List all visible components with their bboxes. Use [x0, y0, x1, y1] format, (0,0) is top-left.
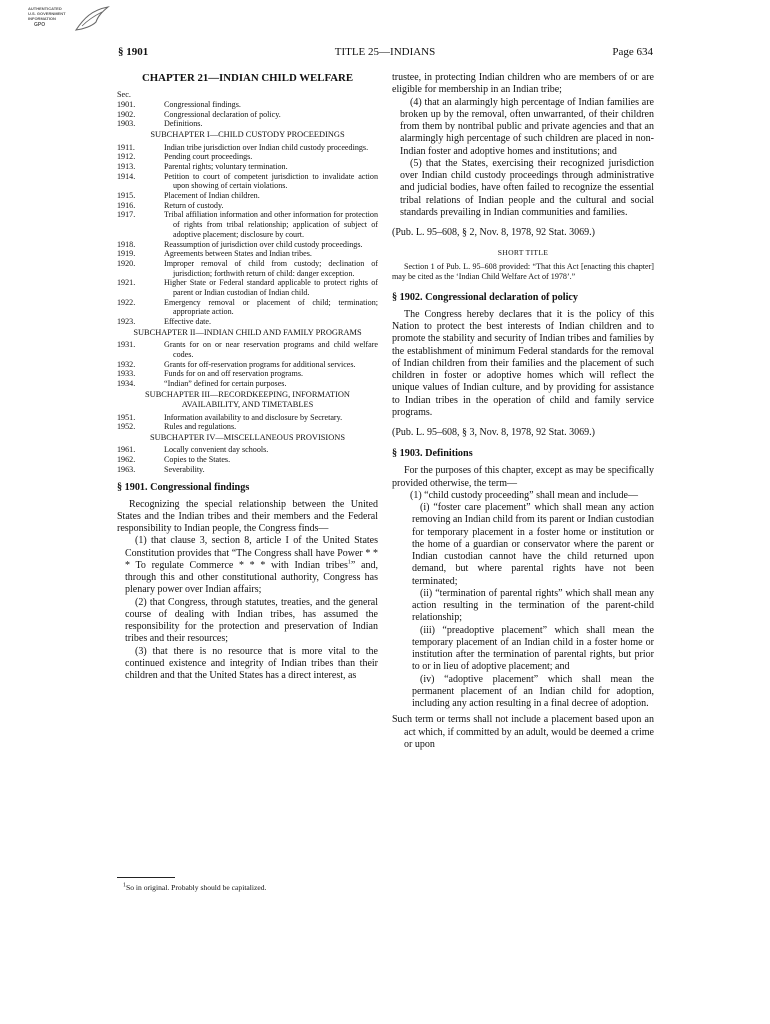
- gpo-authentication-seal: [26, 4, 122, 34]
- section-1901-finding-2: (2) that Congress, through statutes, treaties, and the general course of dealing with Indian tribes, has assumed the responsibility for the protection and preservation of Indian tribes and their resources;: [125, 596, 378, 645]
- toc-entry-number: 1912.: [117, 152, 136, 162]
- toc-entry-title: Funds for on and off reservation programs.: [164, 369, 303, 379]
- definition-1: (1) “child custody proceeding” shall mean and include—: [410, 489, 638, 501]
- toc-entry: [117, 379, 378, 389]
- toc-entry: [117, 249, 378, 259]
- left-column: [117, 72, 378, 682]
- definition-closing: Such term or terms shall not include a placement based upon an act which, if committed by an adult, would be deemed a crime or upon: [392, 714, 654, 750]
- section-1901-heading: § 1901. Congressional findings: [117, 481, 250, 493]
- section-1901-finding-1: (1) that clause 3, section 8, article I of the United States Constitution provides that “The Congress shall have Power * * * To regulate Commerce * * * with Indian tribes$^1$” and, through this and other constitutional authority, Congress has plenary power over Indian affairs;: [125, 535, 378, 596]
- toc-entry-title: Improper removal of child from custody; declination of jurisdiction; forthwith return of child: danger exception.: [164, 258, 378, 278]
- right-column: [392, 72, 654, 751]
- definition-1-ii: (ii) “termination of parental rights” which shall mean any action resulting in the termination of the parent-child relationship;: [412, 587, 654, 624]
- toc-entry-title: Rules and regulations.: [164, 422, 237, 432]
- toc-entry: [117, 278, 378, 297]
- toc-entry: [117, 110, 378, 120]
- toc-entry-number: 1934.: [117, 379, 136, 389]
- short-title-heading: SHORT TITLE: [497, 248, 549, 258]
- toc-entry: [117, 240, 378, 250]
- toc-entry-title: Pending court proceedings.: [164, 152, 253, 162]
- toc-entry-number: 1916.: [117, 200, 136, 210]
- svg-text:AUTHENTICATED: AUTHENTICATED: [28, 6, 62, 11]
- toc-entry-number: 1914.: [117, 171, 136, 181]
- toc-entry: [117, 413, 378, 423]
- toc-entry-number: 1902.: [117, 109, 136, 119]
- toc-entry: [117, 100, 378, 110]
- section-1901-citation: (Pub. L. 95–608, § 2, Nov. 8, 1978, 92 Stat. 3069.): [392, 227, 595, 238]
- section-1903-heading: § 1903. Definitions: [392, 448, 473, 460]
- definition-1-iii: (iii) “preadoptive placement” which shall mean the temporary placement of an Indian child in a foster home or institution after the termination of parental rights, but prior to or in lieu of adoptive placement; and: [412, 624, 654, 673]
- toc-entry-title: Locally convenient day schools.: [164, 445, 269, 455]
- header-section-number: § 1901: [118, 46, 149, 58]
- section-1901-finding-3-continued: trustee, in protecting Indian children who are members of or are eligible for membership in an Indian tribe;: [392, 72, 654, 96]
- toc-entry: [117, 298, 378, 317]
- footnote-reference: 1: [347, 559, 351, 566]
- toc-entry-title: Copies to the States.: [164, 455, 231, 465]
- toc-entry-title: Tribal affiliation information and other information for protection of rights from tribal relationship; application of subject of adoptive placement; disclosure by court.: [164, 210, 378, 239]
- definition-1-iv: (iv) “adoptive placement” which shall mean the permanent placement of an Indian child for adoption, including any action resulting in a final decree of adoption.: [412, 673, 654, 710]
- toc-entry-number: 1920.: [117, 258, 136, 268]
- toc-entry: [117, 369, 378, 379]
- toc-entry-number: 1963.: [117, 464, 136, 474]
- toc-subchapter-heading: SUBCHAPTER I—CHILD CUSTODY PROCEEDINGS: [150, 130, 345, 140]
- toc-entry: [117, 119, 378, 129]
- toc-entry: [117, 340, 378, 359]
- toc-entry: [117, 465, 378, 475]
- section-1901-finding-5: (5) that the States, exercising their recognized jurisdiction over Indian child custody proceedings through administrative and judicial bodies, have often failed to recognize the essential tribal relations of Indian people and the cultural and social standards prevailing in Indian communities and families.: [400, 157, 654, 218]
- section-1902-text: The Congress hereby declares that it is the policy of this Nation to protect the best interests of Indian children and to promote the stability and security of Indian tribes and families by the establishment of minimum Federal standards for the removal of Indian children from their families and the placement of such children in foster or adoptive homes which will reflect the unique values of Indian culture, and by providing for assistance to Indian tribes in the operation of child and family service programs.: [392, 308, 654, 418]
- toc-entry: [117, 152, 378, 162]
- toc-entry-number: 1932.: [117, 359, 136, 369]
- short-title-note: Section 1 of Pub. L. 95–608 provided: “That this Act [enacting this chapter] may be cited as the ‘Indian Child Welfare Act of 1978’.”: [392, 262, 654, 282]
- toc-entry: [117, 210, 378, 239]
- toc-entry-title: Severability.: [164, 464, 205, 474]
- toc-subchapter-heading: SUBCHAPTER III—RECORDKEEPING, INFORMATION AVAILABILITY, AND TIMETABLES: [145, 389, 350, 410]
- toc-entry: [117, 162, 378, 172]
- toc-entry: [117, 317, 378, 327]
- svg-text:GPO: GPO: [34, 22, 46, 28]
- toc-entry-title: Effective date.: [164, 317, 212, 327]
- header-title: TITLE 25—INDIANS: [334, 46, 436, 58]
- definition-1-i: (i) “foster care placement” which shall mean any action removing an Indian child from its parent or Indian custodian for temporary placement in a foster home or institution or the home of a guardian or conservator where the parent or Indian custodian cannot have the child returned upon demand, but where parental rights have not been terminated;: [412, 502, 654, 587]
- toc-sec-label: Sec.: [117, 90, 131, 99]
- toc-entry-title: Definitions.: [164, 119, 203, 129]
- toc-entry-number: 1962.: [117, 455, 136, 465]
- toc-entry: [117, 360, 378, 370]
- section-1901-finding-3: (3) that there is no resource that is more vital to the continued existence and integrity of Indian tribes than their children and that the United States has a direct interest, as: [125, 645, 378, 682]
- toc-entry-title: Congressional findings.: [164, 100, 241, 109]
- toc-entry-number: 1918.: [117, 239, 136, 249]
- toc-entry: [117, 259, 378, 278]
- toc-entry: [117, 143, 378, 153]
- toc-entry-number: 1917.: [117, 210, 136, 220]
- section-1903-intro: For the purposes of this chapter, except as may be specifically provided otherwise, the term—: [392, 465, 654, 489]
- toc-entry-title: Information availability to and disclosure by Secretary.: [164, 412, 343, 422]
- toc-entry-number: 1922.: [117, 297, 136, 307]
- toc-entry: [117, 191, 378, 201]
- toc-entry-number: 1952.: [117, 422, 136, 432]
- header-page-number: Page 634: [612, 46, 653, 58]
- toc-entry-title: Indian tribe jurisdiction over Indian child custody proceedings.: [164, 142, 369, 152]
- toc-entry-title: Agreements between States and Indian tribes.: [164, 249, 312, 259]
- svg-text:U.S. GOVERNMENT: U.S. GOVERNMENT: [28, 11, 66, 16]
- table-of-contents: [117, 100, 378, 475]
- toc-entry: [117, 172, 378, 191]
- toc-entry-number: 1901.: [117, 100, 136, 109]
- toc-entry-number: 1919.: [117, 249, 136, 259]
- svg-text:INFORMATION: INFORMATION: [28, 16, 56, 21]
- toc-entry-title: Congressional declaration of policy.: [164, 109, 281, 119]
- toc-entry-number: 1913.: [117, 161, 136, 171]
- toc-entry-number: 1951.: [117, 412, 136, 422]
- toc-entry-title: Return of custody.: [164, 200, 224, 210]
- toc-entry-number: 1911.: [117, 142, 135, 152]
- toc-entry-number: 1921.: [117, 278, 136, 288]
- toc-entry: [117, 455, 378, 465]
- footnote-rule: [117, 877, 175, 878]
- toc-entry-title: Grants for off-reservation programs for additional services.: [164, 359, 356, 369]
- section-1902-citation: (Pub. L. 95–608, § 3, Nov. 8, 1978, 92 Stat. 3069.): [392, 427, 595, 439]
- chapter-title: CHAPTER 21—INDIAN CHILD WELFARE: [141, 72, 354, 84]
- section-1901-intro: Recognizing the special relationship between the United States and the Indian tribes and their members and the Federal responsibility to Indian people, the Congress finds—: [117, 498, 378, 535]
- toc-entry-number: 1923.: [117, 317, 136, 327]
- section-1902-heading: § 1902. Congressional declaration of policy: [392, 291, 579, 303]
- toc-entry-title: Parental rights; voluntary termination.: [164, 161, 288, 171]
- toc-subchapter-heading: SUBCHAPTER II—INDIAN CHILD AND FAMILY PROGRAMS: [133, 327, 362, 337]
- toc-entry-title: Placement of Indian children.: [164, 191, 260, 201]
- toc-entry-title: “Indian” defined for certain purposes.: [164, 379, 287, 389]
- toc-entry: [117, 201, 378, 211]
- toc-entry-number: 1961.: [117, 445, 136, 455]
- toc-entry-title: Petition to court of competent jurisdiction to invalidate action upon showing of certain violations.: [164, 171, 378, 191]
- toc-entry-number: 1931.: [117, 340, 136, 350]
- toc-entry: [117, 445, 378, 455]
- toc-entry-number: 1903.: [117, 119, 136, 129]
- toc-entry-title: Higher State or Federal standard applicable to protect rights of parent or Indian custodian of Indian child.: [164, 278, 378, 298]
- toc-entry-number: 1915.: [117, 191, 136, 201]
- toc-subchapter-heading: SUBCHAPTER IV—MISCELLANEOUS PROVISIONS: [150, 433, 345, 443]
- footnote: $^1$So in original. Probably should be capitalized.: [123, 882, 267, 892]
- section-1901-finding-4: (4) that an alarmingly high percentage of Indian families are broken up by the removal, often unwarranted, of their children from them by nontribal public and private agencies and that an alarmingly high percentage of such children are placed in non-Indian foster and adoptive homes and institutions; and: [400, 96, 654, 157]
- toc-entry-title: Grants for on or near reservation programs and child welfare codes.: [164, 340, 378, 359]
- toc-entry: [117, 422, 378, 432]
- toc-entry-title: Reassumption of jurisdiction over child custody proceedings.: [164, 239, 363, 249]
- toc-entry-title: Emergency removal or placement of child; termination; appropriate action.: [164, 297, 378, 317]
- toc-entry-number: 1933.: [117, 369, 136, 379]
